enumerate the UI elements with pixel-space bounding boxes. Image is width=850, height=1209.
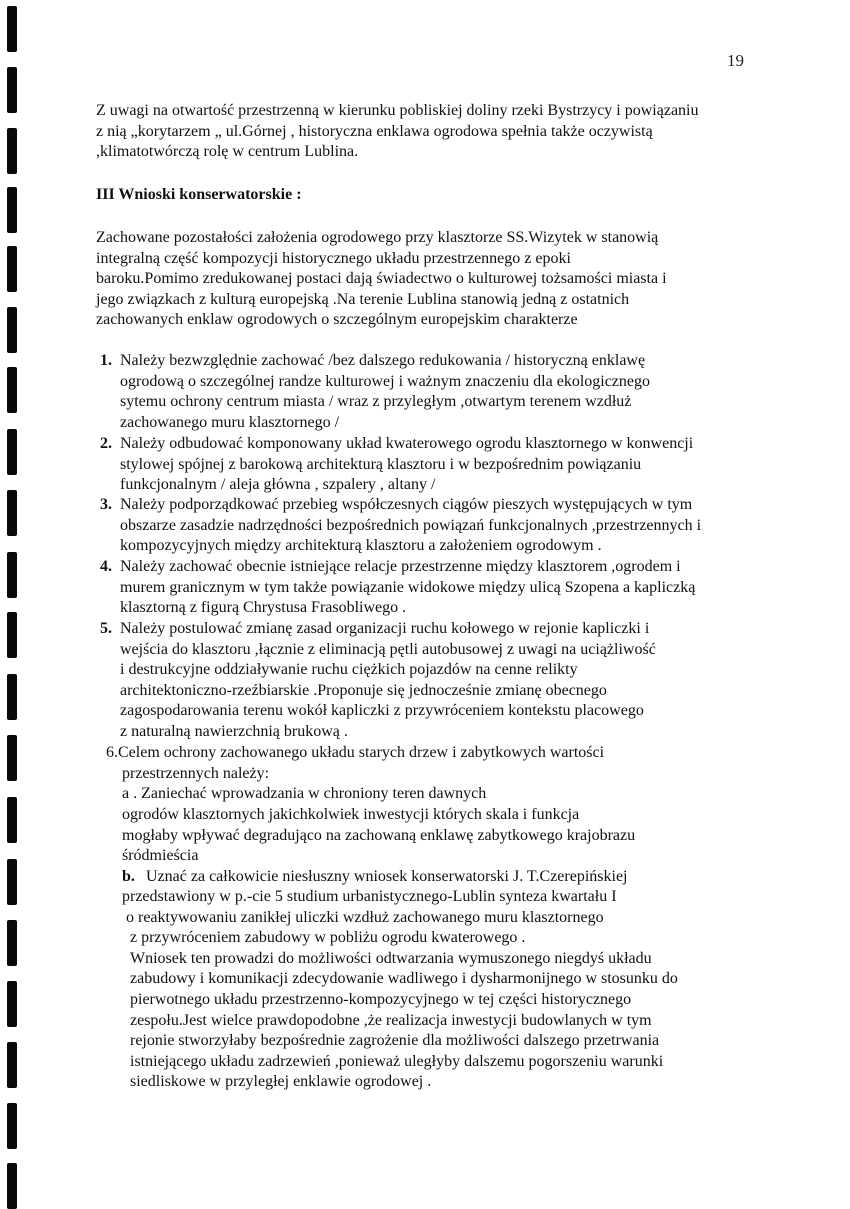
text-line: sytemu ochrony centrum miasta / wraz z przyległym ,otwartym terenem wzdłuż: [120, 393, 632, 411]
binding-ring: [7, 674, 17, 720]
text-line: klasztorną z figurą Chrystusa Frasobliwego .: [120, 599, 407, 617]
page-number: 19: [727, 51, 744, 70]
text-line: Należy podporządkować przebieg współczesnych ciągów pieszych występujących w tym: [120, 496, 693, 513]
binding-ring: [7, 797, 17, 843]
binding-ring: [7, 612, 17, 658]
binding-ring: [7, 735, 17, 781]
text-line: Zachowane pozostałości założenia ogrodowego przy klasztorze SS.Wizytek w stanowią: [96, 229, 659, 246]
text-line: mogłaby wpływać degradująco na zachowaną enklawę zabytkowego krajobrazu: [122, 827, 636, 844]
summary-paragraph: [96, 228, 776, 331]
text-line: Wniosek ten prowadzi do możliwości odtwarzania wymuszonego niegdyś układu: [130, 950, 652, 967]
binding-ring: [7, 1103, 17, 1149]
binding-ring: [7, 187, 17, 233]
recommendation-item: [96, 557, 695, 619]
text-line: 6.Celem ochrony zachowanego układu starych drzew i zabytkowych wartości: [106, 744, 605, 761]
item-number: 3.: [100, 496, 112, 513]
binding-ring: [7, 490, 17, 536]
item-number: 2.: [100, 435, 112, 452]
text-line: rejonie stworzyłaby bezpośrednie zagrożenie dla możliwości dalszego przetrwania: [130, 1032, 660, 1049]
text-line: o reaktywowaniu zanikłej uliczki wzdłuż zachowanego muru klasztornego: [126, 909, 604, 926]
recommendation-item: [96, 351, 650, 433]
section-heading: III Wnioski konserwatorskie :: [96, 186, 302, 203]
item-number: 5.: [100, 620, 112, 637]
binding-ring: [7, 367, 17, 413]
text-line: a . Zaniechać wprowadzania w chroniony teren dawnych: [122, 785, 487, 802]
text-line: Należy odbudować komponowany układ kwaterowego ogrodu klasztornego w konwencji: [120, 435, 694, 452]
recommendation-item: [96, 495, 701, 557]
text-line: stylowej spójnej z barokową architekturą klasztoru i w bezpośrednim powiązaniu: [120, 455, 642, 473]
text-line: pierwotnego układu przestrzenno-kompozycyjnego w tej części historycznego: [130, 991, 632, 1008]
binding-ring: [7, 246, 17, 292]
text-line: ,klimatotwórczą rolę w centrum Lublina.: [96, 143, 359, 161]
text-line: ogrodów klasztornych jakichkolwiek inwestycji których skala i funkcja: [122, 806, 580, 823]
binding-ring: [7, 1042, 17, 1088]
text-line: ogrodową o szczególnej randze kulturowej i ważnym znaczeniu dla ekologicznego: [120, 372, 651, 390]
text-line: zachowanego muru klasztornego /: [120, 413, 340, 431]
recommendation-item: [96, 619, 656, 743]
text-line: jego związkach z kulturą europejską .Na terenie Lublina stanowią jedną z ostatnich: [96, 290, 630, 308]
text-line: zagospodarowania terenu wokół kapliczki z przywróceniem kontekstu placowego: [120, 702, 644, 720]
binding-ring: [7, 128, 17, 174]
text-line: z przywróceniem zabudowy w pobliżu ogrodu kwaterowego .: [130, 929, 526, 946]
binding-rings: [0, 0, 24, 1199]
item-number: 4.: [100, 558, 112, 575]
text-line: przestrzennych należy:: [122, 765, 270, 782]
text-line: obszarze zasadzie nadrzędności bezpośrednich powiązań funkcjonalnych ,przestrzennych i: [120, 516, 702, 534]
text-line: zabudowy i komunikacji zdecydowanie wadliwego i dysharmonijnego w stosunku do: [130, 970, 678, 987]
text-line: Z uwagi na otwartość przestrzenną w kierunku pobliskiej doliny rzeki Bystrzycy i powiązaniu: [96, 102, 699, 119]
binding-ring: [7, 1163, 17, 1209]
text-line: zespołu.Jest wielce prawdopodobne ,że realizacja inwestycji budowlanych w tym: [130, 1012, 652, 1029]
binding-ring: [7, 920, 17, 966]
text-line: z naturalną nawierzchnią brukową .: [120, 722, 348, 740]
text-line: zachowanych enklaw ogrodowych o szczególnym europejskim charakterze: [96, 311, 578, 329]
text-line: architektoniczno-rzeźbiarskie .Proponuje się jednocześnie zmianę obecnego: [120, 681, 607, 699]
intro-paragraph: [96, 101, 776, 163]
binding-ring: [7, 307, 17, 353]
text-line: integralną część kompozycji historycznego układu przestrzennego z epoki: [96, 249, 571, 267]
binding-ring: [7, 981, 17, 1027]
text-line: funkcjonalnym / aleja główna , szpalery , altany /: [120, 476, 436, 494]
text-line: Należy zachować obecnie istniejące relacje przestrzenne między klasztorem ,ogrodem i: [120, 558, 681, 575]
recommendation-item: [96, 434, 693, 496]
binding-ring: [7, 859, 17, 905]
item-number: 1.: [100, 352, 112, 369]
binding-ring: [7, 6, 17, 52]
text-line: baroku.Pomimo zredukowanej postaci dają świadectwo o kulturowej tożsamości miasta i: [96, 270, 667, 288]
text-line: Należy postulować zmianę zasad organizacji ruchu kołowego w rejonie kapliczki i: [120, 620, 650, 637]
text-line: Uznać za całkowicie niesłuszny wniosek konserwatorski J. T.Czerepińskiej: [146, 868, 628, 885]
binding-ring: [7, 429, 17, 475]
text-line: siedliskowe w przyległej enklawie ogrodowej .: [130, 1073, 432, 1090]
text-line: śródmieścia: [122, 847, 199, 864]
text-line: kompozycyjnych między architekturą klasztoru a założeniem ogrodowym .: [120, 537, 602, 555]
text-line: istniejącego układu zadrzewień ,ponieważ uległyby dalszemu pogorszeniu warunki: [130, 1053, 664, 1070]
text-line: wejścia do klasztoru ,łącznie z eliminacją pętli autobusowej z uwagi na uciążliwość: [120, 640, 656, 658]
text-line: Należy bezwzględnie zachować /bez dalszego redukowania / historyczną enklawę: [120, 352, 646, 369]
binding-ring: [7, 552, 17, 598]
text-line: i destrukcyjne oddziaływanie ruchu ciężkich pojazdów na cenne relikty: [120, 661, 578, 679]
subitem-label: b.: [122, 868, 135, 885]
text-line: przedstawiony w p.-cie 5 studium urbanistycznego-Lublin synteza kwartału I: [122, 888, 617, 905]
text-line: murem granicznym w tym także powiązanie widokowe między ulicą Szopena a kapliczką: [120, 578, 696, 596]
text-line: z nią „korytarzem „ ul.Górnej , historyczna enklawa ogrodowa spełnia także oczywistą: [96, 122, 653, 140]
binding-ring: [7, 67, 17, 113]
